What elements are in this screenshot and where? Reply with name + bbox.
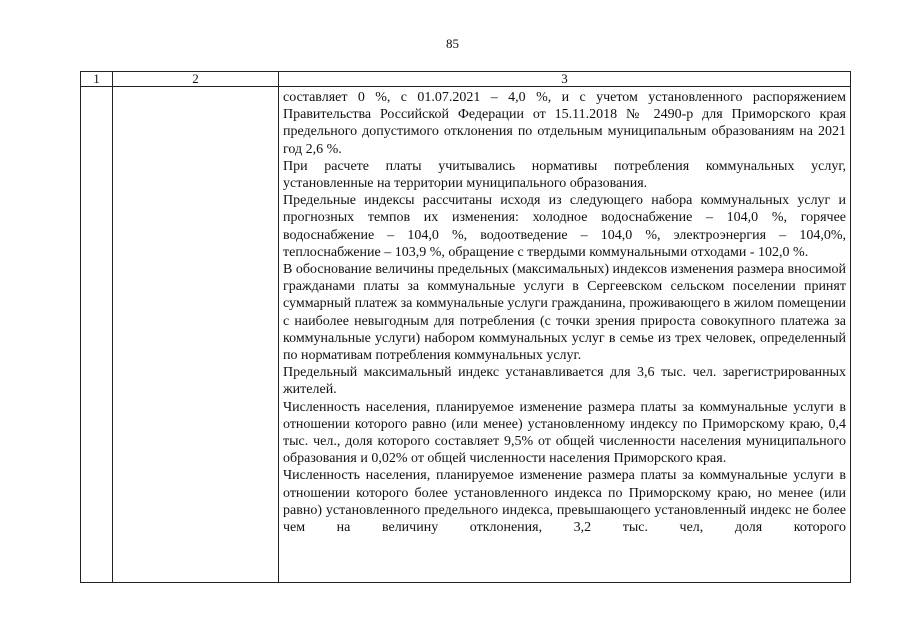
paragraph-population-equal-index: Численность населения, планируемое изменение размера платы за коммунальные услуги в отношении которого равно (или менее) установленному индексу по Приморскому краю, 0,4 тыс. чел., доля которого составляет 9,5% от общей численности населения муниципального образования и 0,02% от общей численности населения Приморского края.: [283, 399, 846, 467]
paragraph-consumption-norms: При расчете платы учитывались нормативы потребления коммунальных услуг, установленные на территории муниципального образования.: [283, 158, 846, 192]
document-table: [80, 71, 851, 583]
column-2-cell: [113, 87, 279, 583]
paragraph-deviation: составляет 0 %, с 01.07.2021 – 4,0 %, и с учетом установленного распоряжением Правительства Российской Федерации от 15.11.2018 № 2490-р для Приморского края предельного допустимого отклонения по отдельным муниципальным образованиям на 2021 год 2,6 %.: [283, 90, 846, 157]
table-body-row: [81, 87, 851, 583]
column-3-text-cell: [279, 87, 851, 583]
column-header-2: 2: [113, 72, 279, 87]
paragraph-population-above-index: Численность населения, планируемое изменение размера платы за коммунальные услуги в отношении которого более установленного индекса по Приморскому краю, но менее (или равно) установленного предельного индекса, превышающего установленный индекс не более чем на величину отклонения, 3,2 тыс. чел, доля которого: [283, 468, 846, 536]
table-header-row: [81, 72, 851, 87]
paragraph-index-basis: Предельные индексы рассчитаны исходя из следующего набора коммунальных услуг и прогнозных темпов их изменения: холодное водоснабжение – 104,0 %, горячее водоснабжение – 104,0 %, водоотведение – 104,0 %, электроэнергия – 104,0%, теплоснабжение – 103,9 %, обращение с твердыми коммунальными отходами - 102,0 %.: [283, 193, 846, 260]
column-1-cell: [81, 87, 113, 583]
column-header-1: 1: [81, 72, 113, 87]
column-header-3: 3: [279, 72, 851, 87]
paragraph-payment-justification: В обоснование величины предельных (максимальных) индексов изменения размера вносимой гражданами платы за коммунальные услуги в Сергеевском сельском поселении принят суммарный платеж за коммунальные услуги гражданина, проживающего в жилом помещении с наиболее невыгодным для потребления (с точки зрения прироста совокупного платежа за коммунальные услуги) набором коммунальных услуг в семье из трех человек, определенный по нормативам потребления коммунальных услуг.: [283, 262, 846, 364]
paragraph-max-index: Предельный максимальный индекс устанавливается для 3,6 тыс. чел. зарегистрированных жителей.: [283, 365, 846, 398]
page-number: 85: [446, 36, 459, 51]
